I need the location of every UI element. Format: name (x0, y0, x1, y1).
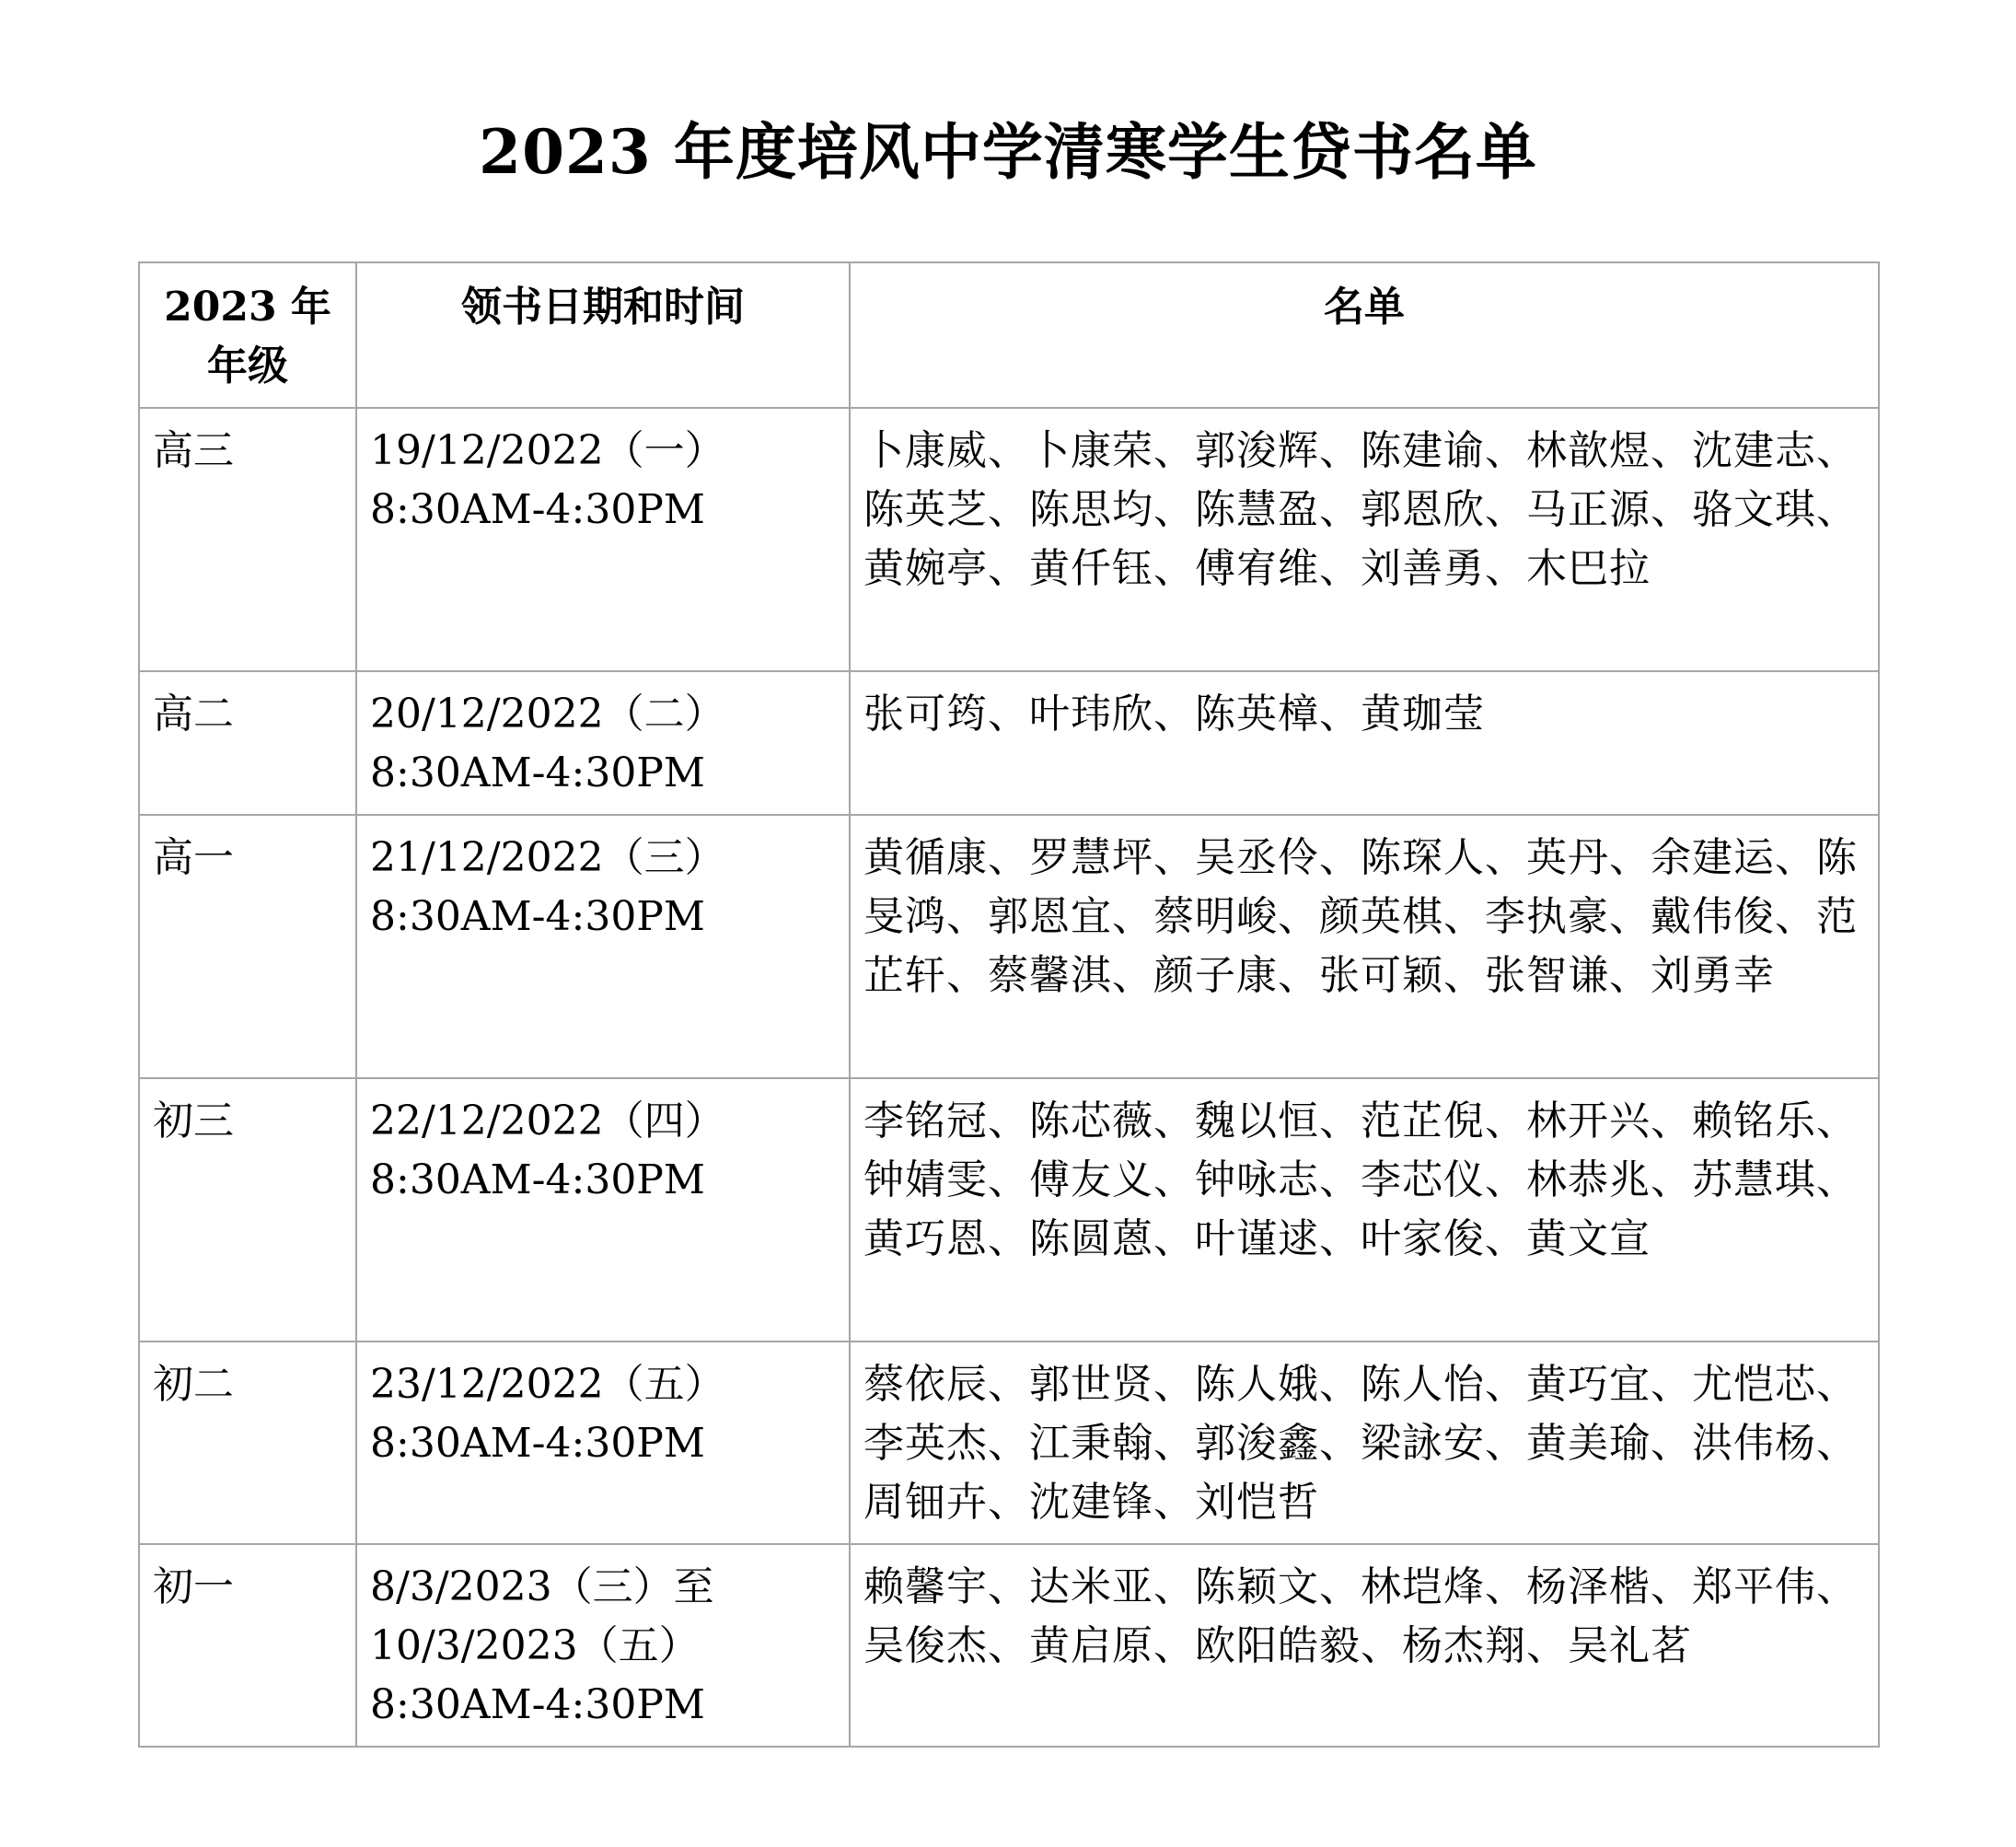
names-cell: 李铭冠、陈芯薇、魏以恒、范芷倪、林开兴、赖铭乐、钟婧雯、傅友义、钟咏志、李芯仪、林恭兆、苏慧琪、黄巧恩、陈圆蒽、叶谨逑、叶家俊、黄文宣 (850, 1078, 1879, 1342)
date-line: 21/12/2022（三） (370, 834, 725, 881)
time-line: 8:30AM-4:30PM (370, 893, 705, 940)
table-row (139, 1078, 1879, 1342)
date-line: 20/12/2022（二） (370, 691, 725, 738)
date-cell (356, 815, 850, 1078)
names-cell: 蔡依辰、郭世贤、陈人娥、陈人怡、黄巧宜、尤恺芯、李英杰、江秉翰、郭浚鑫、梁詠安、黄美瑜、洪伟杨、周钿卉、沈建锋、刘恺哲 (850, 1342, 1879, 1544)
grade-cell: 初一 (139, 1544, 356, 1747)
header-datetime: 领书日期和时间 (356, 262, 850, 408)
date-cell (356, 1342, 850, 1544)
table-row (139, 1544, 1879, 1747)
date-line: 19/12/2022（一） (370, 427, 725, 474)
header-names: 名单 (850, 262, 1879, 408)
names-cell: 黄循康、罗慧坪、吴丞伶、陈琛人、英丹、余建运、陈旻鸿、郭恩宜、蔡明峻、颜英棋、李执豪、戴伟俊、范芷轩、蔡馨淇、颜子康、张可颖、张智谦、刘勇幸 (850, 815, 1879, 1078)
header-grade-line-1: 2023 年 (164, 284, 331, 331)
date-line: 22/12/2022（四） (370, 1098, 725, 1144)
header-grade (139, 262, 356, 408)
date-cell (356, 1544, 850, 1747)
date-cell (356, 671, 850, 815)
date-line-2: 10/3/2023（五） (370, 1622, 700, 1669)
names-cell: 卜康威、卜康荣、郭浚辉、陈建谕、林歆煜、沈建志、陈英芝、陈思均、陈慧盈、郭恩欣、马正源、骆文琪、黄婉亭、黄仟钰、傅宥维、刘善勇、木巴拉 (850, 408, 1879, 671)
time-line: 8:30AM-4:30PM (370, 486, 705, 533)
grade-cell: 初三 (139, 1078, 356, 1342)
date-line: 8/3/2023（三）至 (370, 1563, 714, 1610)
date-cell (356, 408, 850, 671)
header-grade-line-2: 年级 (207, 343, 288, 389)
date-line: 23/12/2022（五） (370, 1361, 725, 1408)
grade-cell: 高一 (139, 815, 356, 1078)
page-title: 2023 年度培风中学清寒学生贷书名单 (479, 116, 1537, 188)
table-row (139, 671, 1879, 815)
date-cell (356, 1078, 850, 1342)
table-row (139, 1342, 1879, 1544)
names-cell: 赖馨宇、达米亚、陈颖文、林垲烽、杨泽楷、郑平伟、吴俊杰、黄启原、欧阳皓毅、杨杰翔、吴礼茗 (850, 1544, 1879, 1747)
time-line: 8:30AM-4:30PM (370, 749, 705, 796)
grade-cell: 初二 (139, 1342, 356, 1544)
table-row (139, 408, 1879, 671)
table-header-row (139, 262, 1879, 408)
names-cell: 张可筠、叶玮欣、陈英樟、黄珈莹 (850, 671, 1879, 815)
time-line: 8:30AM-4:30PM (370, 1156, 705, 1203)
time-line: 8:30AM-4:30PM (370, 1420, 705, 1467)
table-row (139, 815, 1879, 1078)
time-line: 8:30AM-4:30PM (370, 1681, 705, 1728)
grade-cell: 高二 (139, 671, 356, 815)
grade-cell: 高三 (139, 408, 356, 671)
loan-list-table (138, 261, 1880, 1748)
